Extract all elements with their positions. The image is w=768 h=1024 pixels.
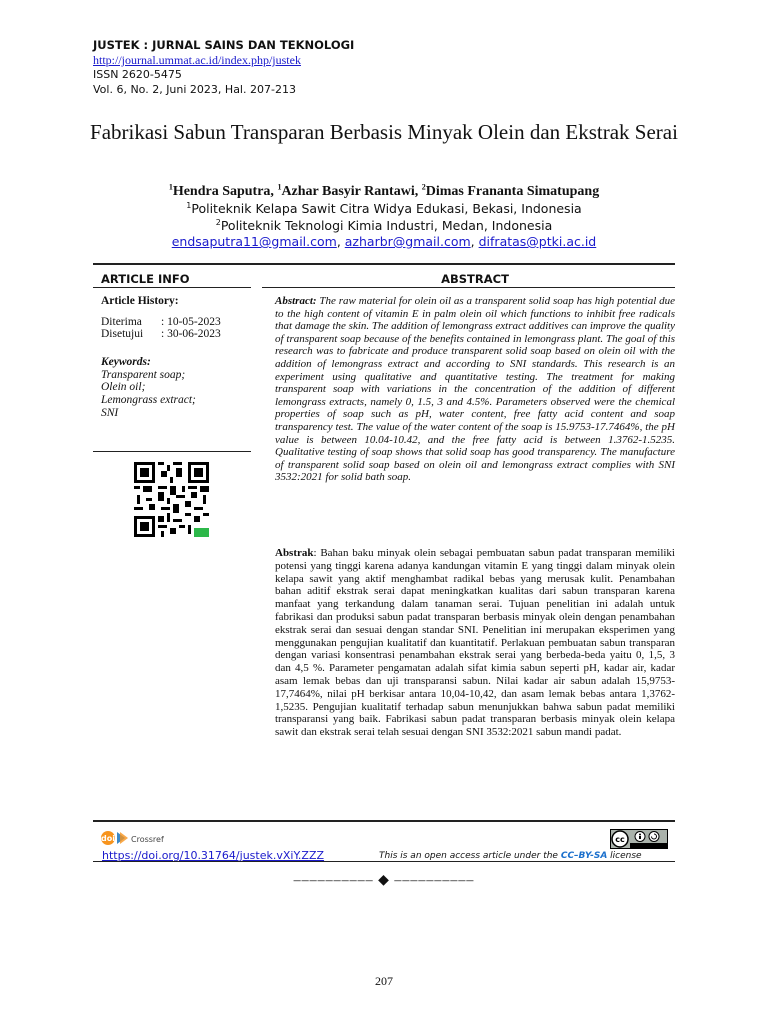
email-link-3[interactable]: difratas@ptki.ac.id — [478, 234, 597, 249]
abstract-indonesian-text: : Bahan baku minyak olein sebagai pembuatan sabun padat transparan memiliki potensi yang tinggi karena adanya kandungan vitamin E yang tinggi dalam minyak olein kelapa sawit yang aktif menghambat radikal bebas yang merusak kulit. Penambahan bahan aditif ekstrak serai dapat meningkatkan kualitas dari sabun transparan karena manfaat yang terkandung dalam tanaman serai. Tujuan penelitian ini adalah untuk fabrikasi dan produksi sabun padat transparan berbasis minyak olein dengan penambahan ekstrak serai dan sesuai dengan standar SNI. Penelitian ini merupakan eksperimen yang menggunakan pengujian kualitatif dan kuantitatif. Perlakuan pembuatan sabun transparan dengan variasi konsentrasi penambahan ekstrak serai yang berbeda-beda yaitu 0, 1,5, 3 dan 4,5 %. Parameter pengamatan adalah sifat kimia sabun seperti pH, kadar air, kadar asam lemak bebas dan uji transparansi sabun. Nilai kadar air sabun adalah 15,9753-17,7464%, nilai pH berkisar antara 10,04-10,42, dan asam lemak bebas antara 1,3762-1,5235. Pengujian kualitatif terhadap sabun menunjukkan bahwa sabun padat memiliki transparansi yang baik. Fabrikasi sabun padat transparan berbasis minyak olein kelapa sawit dan ekstrak serai telah sesuai dengan SNI 3532:2021 sabun mandi padat. — [275, 547, 675, 739]
accepted-date: : 30-06-2023 — [161, 328, 221, 340]
keywords-label: Keywords: — [101, 356, 151, 368]
issn: ISSN 2620-5475 — [93, 68, 182, 81]
bottom-rule — [93, 820, 675, 822]
paper-title: Fabrikasi Sabun Transparan Berbasis Minyak Olein dan Ekstrak Serai — [90, 120, 678, 144]
author-1: $^1$Hendra Saputra, — [168, 182, 278, 199]
abstrak-label: Abstrak — [275, 547, 314, 559]
svg-text:cc: cc — [615, 835, 625, 844]
section-divider: –––––––––– ◆ –––––––––– — [293, 873, 475, 888]
article-info-heading: ARTICLE INFO — [101, 272, 190, 286]
email-link-2[interactable]: azharbr@gmail.com — [344, 234, 471, 249]
info-heading-rule — [93, 287, 251, 288]
history-label: Article History: — [101, 295, 179, 307]
received-date: : 10-05-2023 — [161, 316, 221, 328]
keyword-2: Olein oil; — [101, 381, 146, 393]
affiliation-2: $^2$Politeknik Teknologi Kimia Industri, Medan, Indonesia — [215, 217, 553, 233]
author-3: $^2$Dimas Frananta Simatupang — [421, 182, 600, 199]
accepted-label: Disetujui — [101, 328, 144, 340]
abstract-indonesian — [275, 547, 675, 739]
svg-text:Crossref: Crossref — [131, 835, 164, 844]
received-label: Diterima — [101, 316, 142, 328]
email-link-1[interactable]: endsaputra11@gmail.com — [171, 234, 337, 249]
qr-code-icon — [134, 462, 209, 537]
svg-text:doi: doi — [101, 834, 115, 843]
crossref-doi-logo-icon — [100, 828, 170, 848]
keyword-4: SNI — [101, 407, 119, 419]
doi-link[interactable]: https://doi.org/10.31764/justek.vXiY.ZZZ — [102, 849, 325, 862]
keyword-3: Lemongrass extract; — [101, 394, 196, 406]
author-2: $^1$Azhar Basyir Rantawi, — [277, 182, 422, 199]
abstract-english — [275, 295, 675, 484]
abstract-english-text: The raw material for olein oil as a transparent solid soap has high potential due to the high content of vitamin E in palm olein oil which functions to inhibit free radicals that damage the skin. The addition of lemongrass extract additives can improve the quality of transparent soap because of the benefits contained in lemongrass plant. The goal of this research was to fabricate and produce transparent solid soap based on olein oil with the addition of lemongrass extract and according to SNI standards. This research is an experiment using qualitative and quantitative testing. The treatment for making transparent soap with variations in the concentration of the addition of different lemongrass extracts, namely 0, 1.5, 3 and 4.5%. Parameters observed were the chemical properties of soap such as pH, water content, free fatty acid content and soap transparency test. The value of the water content of the soap is 15.9753-17.7464%, the pH value is between 10.04-10.42, and the free fatty acid is between 1.3762-1.5235. Qualitative testing of soap shows that solid soap has good transparency. The manufacture of transparent solid soap based on olein oil and lemongrass extract complies with SNI 3532:2021 for solid bath soap. — [275, 295, 675, 484]
keyword-1: Transparent soap; — [101, 369, 186, 381]
cc-by-sa-license-icon[interactable] — [610, 829, 668, 849]
abstract-heading: ABSTRACT — [441, 272, 509, 286]
info-bottom-rule — [93, 451, 251, 452]
page-number: 207 — [375, 974, 393, 988]
abstract-label: Abstract: — [275, 295, 317, 307]
authors — [60, 184, 708, 200]
license-link[interactable]: CC–BY-SA — [560, 851, 608, 861]
volume-info: Vol. 6, No. 2, Juni 2023, Hal. 207-213 — [93, 83, 296, 96]
abstract-heading-rule — [262, 287, 675, 288]
journal-name: JUSTEK : JURNAL SAINS DAN TEKNOLOGI — [93, 38, 355, 52]
top-rule — [93, 263, 675, 265]
author-emails: endsaputra11@gmail.com, azharbr@gmail.com, difratas@ptki.ac.id — [171, 234, 597, 249]
journal-url-link[interactable]: http://journal.ummat.ac.id/index.php/justek — [93, 53, 301, 67]
license-note: This is an open access article under the CC–BY-SA license — [379, 851, 642, 861]
affiliation-1: $^1$Politeknik Kelapa Sawit Citra Widya Edukasi, Bekasi, Indonesia — [186, 200, 582, 216]
